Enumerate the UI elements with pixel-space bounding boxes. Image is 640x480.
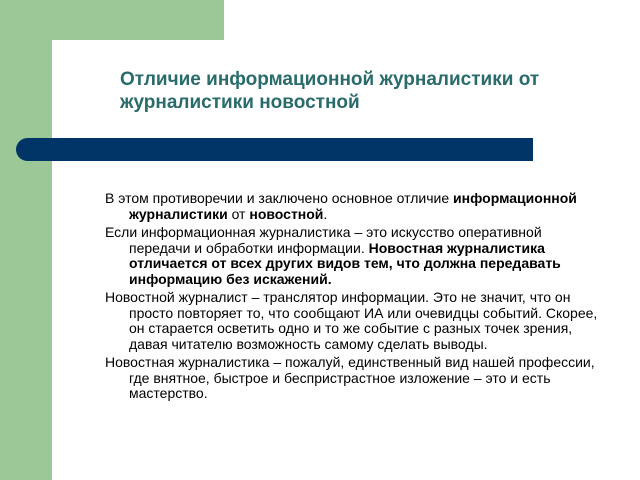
paragraph-text: от — [227, 205, 250, 222]
paragraph-text: Новостной журналист – транслятор информации. Это не значит, что он просто повторяет то, что сообщают ИА или очевидцы событий. Скорее, он старается осветить одно и то же событие с разных точек зрения, давая читателю возможность самому сделать выводы. — [105, 289, 598, 352]
slide-body — [105, 191, 600, 405]
left-green-strip — [0, 0, 52, 480]
slide-title — [120, 68, 620, 114]
title-line-2: журналистики новостной — [120, 92, 360, 113]
paragraph-2 — [105, 225, 600, 287]
top-green-block — [0, 0, 224, 40]
paragraph-text: Новостная журналистика – пожалуй, единственный вид нашей профессии, где внятное, быстрое и беспристрастное изложение – это и есть мастерство. — [105, 354, 595, 401]
title-divider-bar — [16, 138, 533, 161]
bold-statement: Новостная журналистика отличается от всех других видов тем, что должна передавать информацию без искажений. — [129, 239, 561, 287]
bold-term: новостной — [249, 205, 324, 222]
bold-term: информационной журналистики — [129, 190, 577, 222]
rounded-corner — [52, 40, 112, 100]
paragraph-4 — [105, 355, 600, 402]
paragraph-1 — [105, 191, 600, 222]
paragraph-3 — [105, 290, 600, 352]
paragraph-text: Если информационная журналистика – это искусство оперативной передачи и обработки информации. — [105, 224, 542, 256]
paragraph-text: . — [323, 205, 328, 222]
paragraph-text: В этом противоречии и заключено основное отличие — [105, 190, 454, 206]
title-line-1: Отличие информационной журналистики от — [120, 69, 540, 90]
